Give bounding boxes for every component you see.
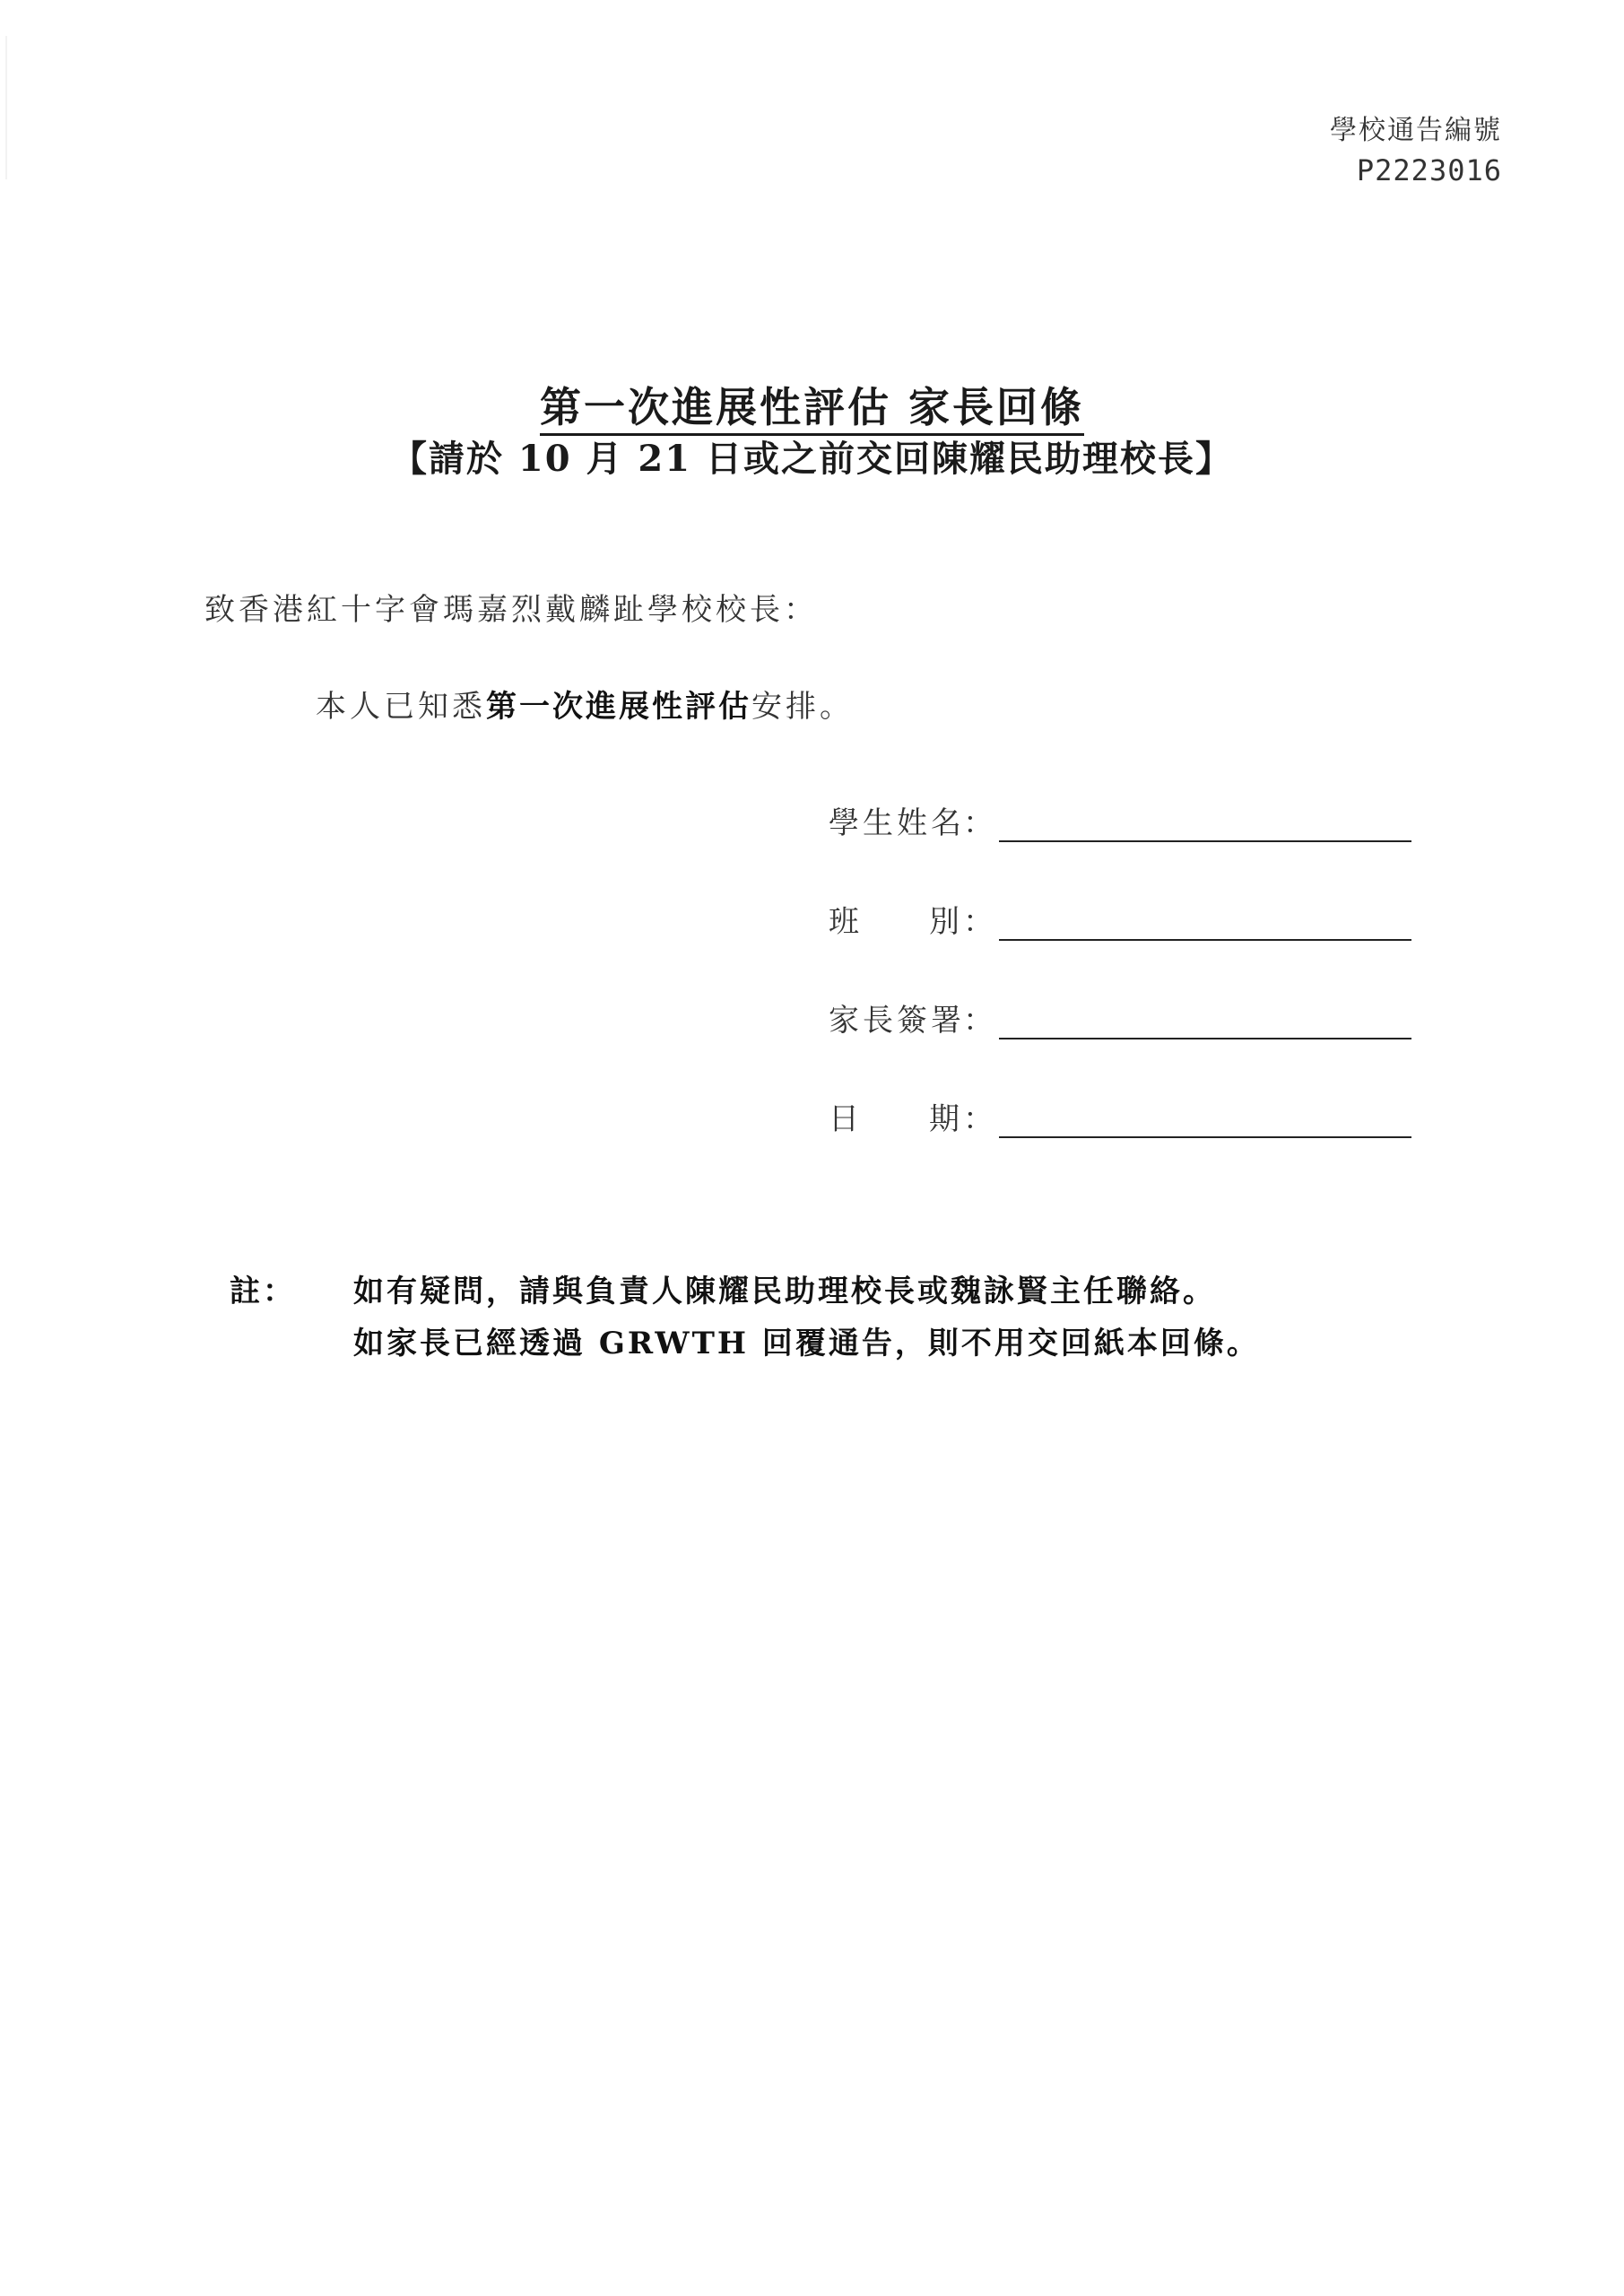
student-name-field bbox=[829, 798, 1411, 842]
addressee-line: 致香港紅十字會瑪嘉烈戴麟趾學校校長： bbox=[204, 592, 818, 628]
ack-assessment-name: 第一次進展性評估 bbox=[486, 689, 751, 725]
note-row-2 bbox=[230, 1318, 1260, 1370]
date-label-char-2: 期 bbox=[929, 1101, 963, 1137]
class-field bbox=[829, 897, 1411, 941]
class-label-char-2: 別 bbox=[929, 904, 963, 940]
parent-signature-label: 家長簽署 bbox=[829, 1003, 965, 1039]
return-deadline: 【請於 10 月 21 日或之前交回陳耀民助理校長】 bbox=[390, 438, 1234, 480]
page-title-text: 第一次進展性評估 家長回條 bbox=[540, 383, 1084, 436]
class-line[interactable] bbox=[999, 909, 1411, 941]
notes-block bbox=[230, 1266, 1260, 1370]
notes-label: 註： bbox=[230, 1274, 296, 1309]
notice-number-label: 學校通告編號 bbox=[1330, 115, 1502, 146]
date-line[interactable] bbox=[999, 1106, 1411, 1138]
colon: ： bbox=[963, 805, 994, 841]
parent-signature-field bbox=[829, 996, 1411, 1039]
note-line-1: 如有疑問，請與負責人陳耀民助理校長或魏詠賢主任聯絡。 bbox=[353, 1274, 1216, 1309]
date-label-char-1: 日 bbox=[829, 1101, 863, 1137]
ack-prefix: 本人已知悉 bbox=[316, 689, 486, 725]
student-name-label: 學生姓名 bbox=[829, 805, 965, 841]
colon: ： bbox=[963, 1101, 994, 1137]
class-label-char-1: 班 bbox=[829, 904, 863, 940]
note-line-2: 如家長已經透過 GRWTH 回覆通告，則不用交回紙本回條。 bbox=[353, 1326, 1260, 1361]
notice-number-block bbox=[1330, 111, 1502, 190]
acknowledgement-line bbox=[316, 682, 854, 726]
parent-signature-line[interactable] bbox=[999, 1007, 1411, 1039]
date-label bbox=[829, 1094, 963, 1138]
notice-number-code: P2223016 bbox=[1356, 153, 1502, 187]
ack-suffix: 安排。 bbox=[751, 689, 854, 725]
class-label bbox=[829, 897, 963, 941]
note-row-1 bbox=[230, 1266, 1260, 1318]
colon: ： bbox=[963, 1003, 994, 1039]
colon: ： bbox=[963, 904, 994, 940]
scan-edge-mark bbox=[5, 36, 7, 179]
date-field bbox=[829, 1094, 1411, 1138]
student-name-line[interactable] bbox=[999, 810, 1411, 842]
page-title bbox=[0, 375, 1624, 434]
